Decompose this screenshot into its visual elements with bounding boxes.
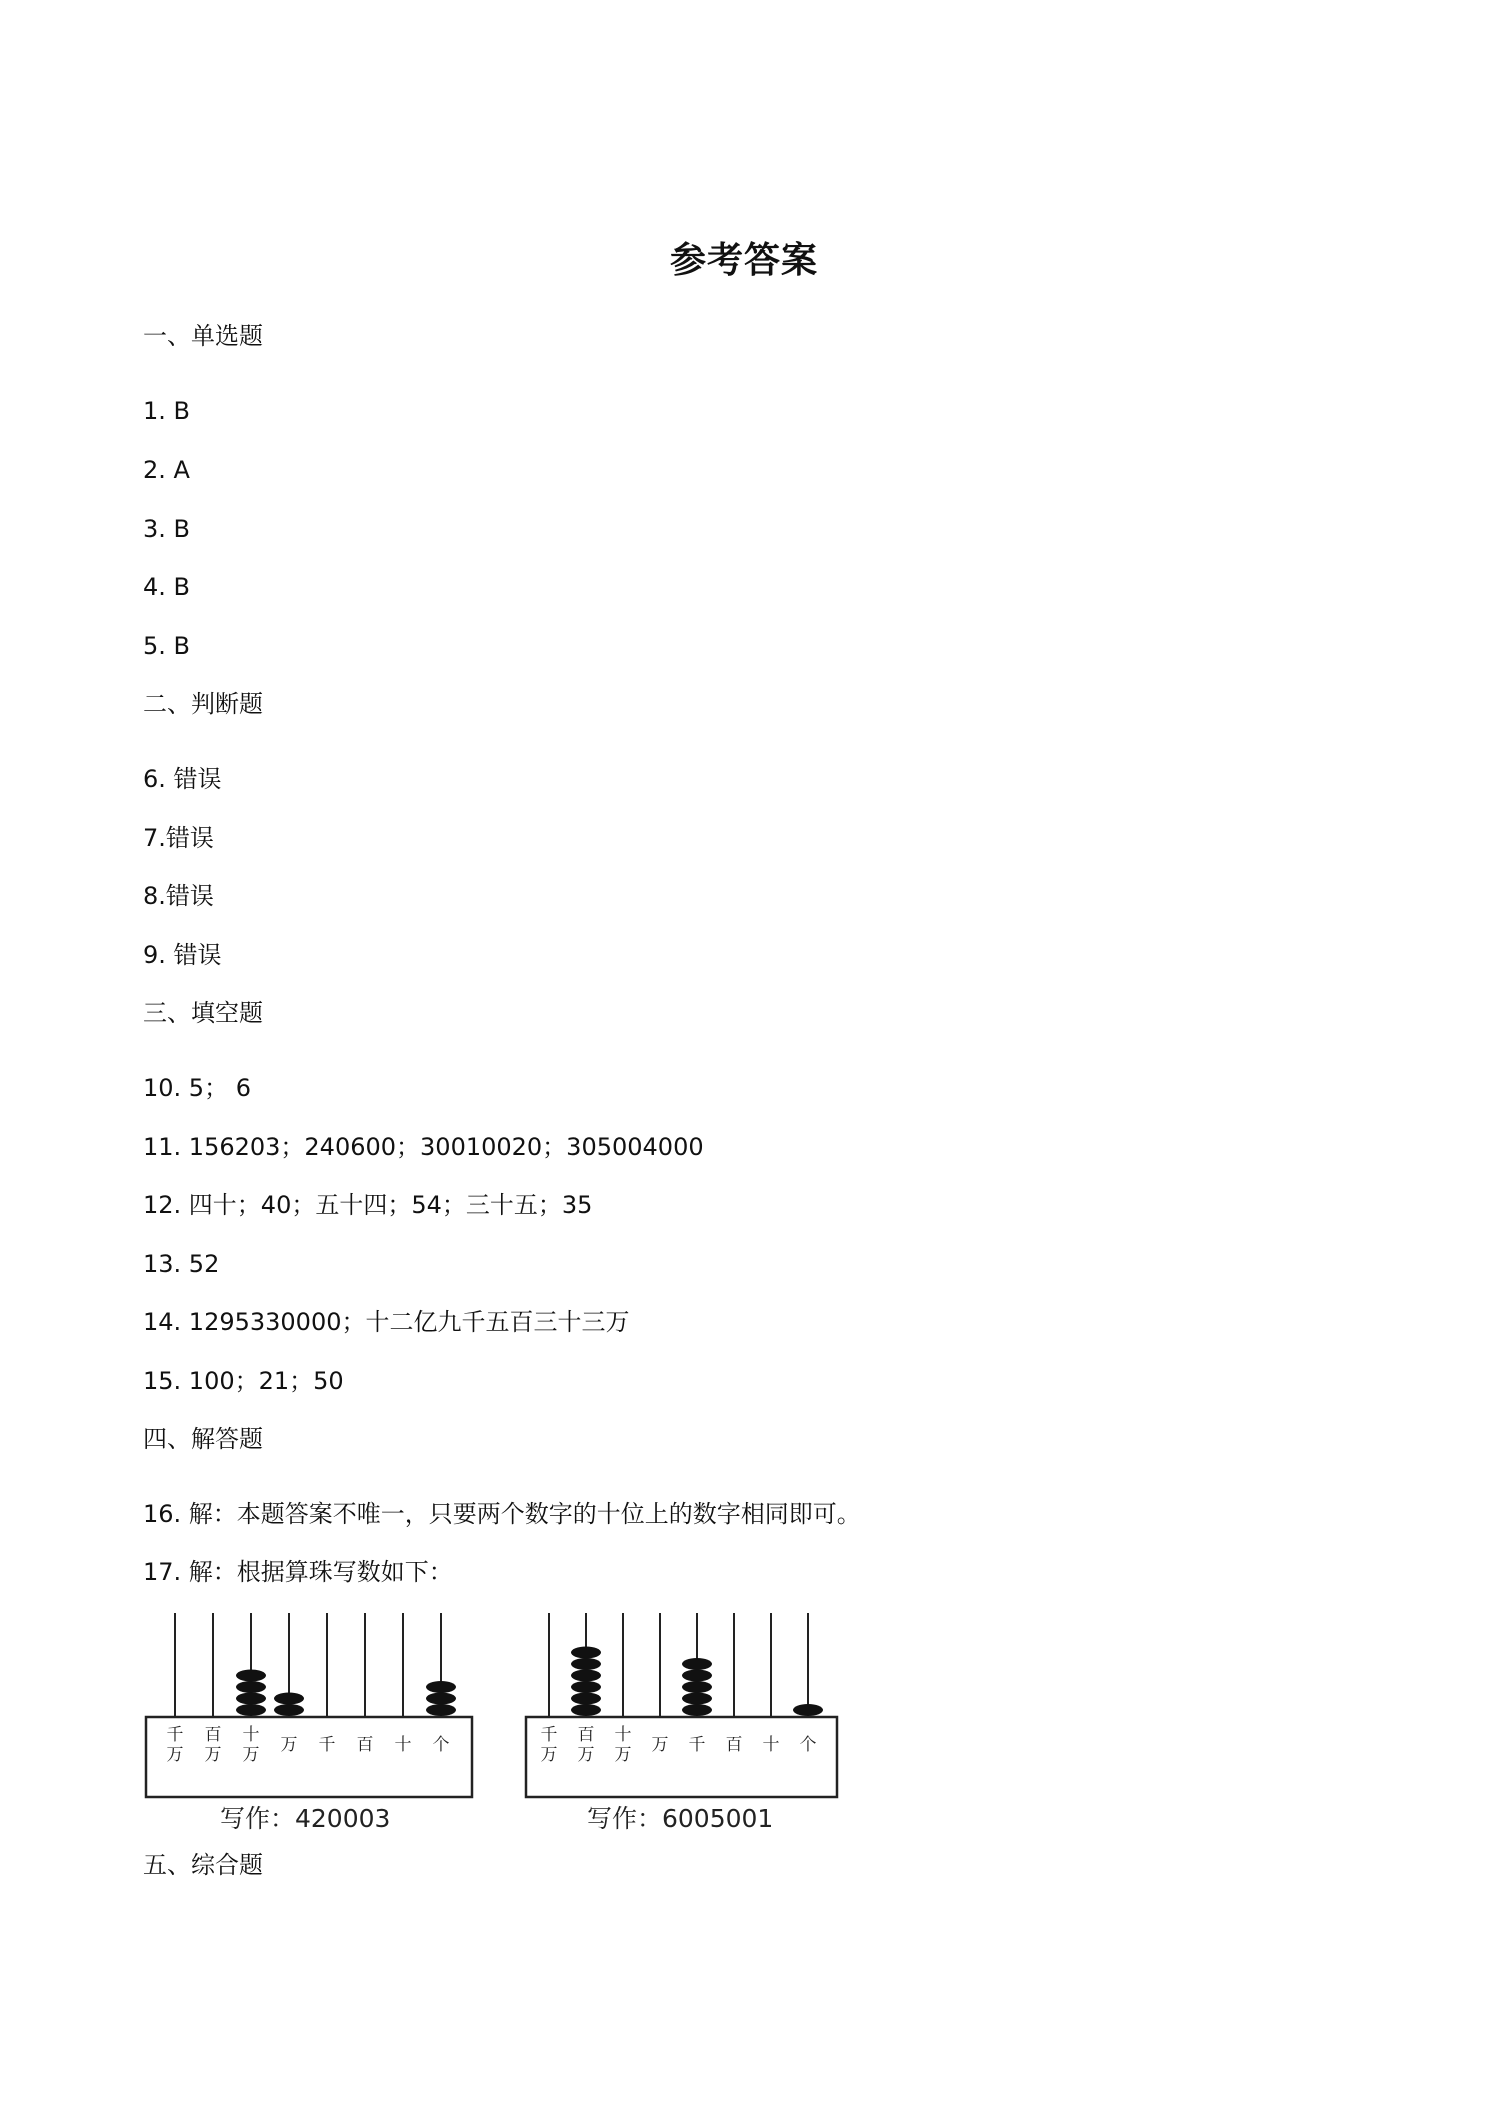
answer-line: 7.错误	[143, 824, 214, 852]
abacus-bead	[571, 1681, 601, 1693]
abacus-bead	[274, 1693, 304, 1705]
place-label: 万	[242, 1745, 260, 1765]
abacus-bead	[571, 1647, 601, 1659]
abacus-bead	[426, 1693, 456, 1705]
answer-line: 5. B	[143, 632, 190, 660]
place-label: 百	[356, 1735, 374, 1755]
place-label: 十	[762, 1735, 780, 1755]
abacus-figure-2	[523, 1605, 843, 1805]
place-label: 百	[204, 1725, 222, 1745]
answer-line: 1. B	[143, 397, 190, 425]
answer-line: 16. 解：本题答案不唯一，只要两个数字的十位上的数字相同即可。	[143, 1500, 861, 1528]
place-label: 万	[577, 1745, 595, 1765]
place-label: 十	[614, 1725, 632, 1745]
answer-line: 3. B	[143, 515, 190, 543]
place-label: 千	[318, 1735, 336, 1755]
place-label: 百	[725, 1735, 743, 1755]
place-label: 百	[577, 1725, 595, 1745]
place-label: 万	[280, 1735, 298, 1755]
abacus-bead	[571, 1693, 601, 1705]
abacus-bead	[571, 1704, 601, 1716]
place-label: 万	[166, 1745, 184, 1765]
abacus-frame	[526, 1717, 837, 1797]
abacus-drawing	[143, 1605, 478, 1805]
abacus-caption-2: 写作：6005001	[587, 1804, 774, 1833]
abacus-bead	[571, 1670, 601, 1682]
answer-line: 11. 156203；240600；30010020；305004000	[143, 1133, 704, 1161]
place-label: 千	[540, 1725, 558, 1745]
answer-line: 15. 100；21；50	[143, 1367, 344, 1395]
place-label: 个	[799, 1735, 817, 1755]
abacus-bead	[571, 1658, 601, 1670]
abacus-bead	[236, 1704, 266, 1716]
section-heading-3: 三、填空题	[143, 999, 263, 1027]
answer-line: 6. 错误	[143, 765, 222, 793]
abacus-bead	[682, 1670, 712, 1682]
answer-line: 2. A	[143, 456, 190, 484]
section-heading-2: 二、判断题	[143, 690, 263, 718]
abacus-bead	[793, 1704, 823, 1716]
page-title: 参考答案	[669, 240, 818, 281]
answer-line: 10. 5； 6	[143, 1074, 251, 1102]
place-label: 万	[540, 1745, 558, 1765]
answer-line: 17. 解：根据算珠写数如下：	[143, 1558, 453, 1586]
place-label: 万	[651, 1735, 669, 1755]
place-label: 万	[204, 1745, 222, 1765]
place-label: 十	[394, 1735, 412, 1755]
answer-line: 9. 错误	[143, 941, 222, 969]
abacus-figure-1	[143, 1605, 478, 1805]
section-heading-5: 五、综合题	[143, 1851, 263, 1879]
abacus-bead	[682, 1681, 712, 1693]
abacus-bead	[682, 1658, 712, 1670]
answer-line: 13. 52	[143, 1250, 220, 1278]
abacus-bead	[682, 1693, 712, 1705]
answer-line: 12. 四十；40；五十四；54；三十五；35	[143, 1191, 593, 1219]
abacus-bead	[274, 1704, 304, 1716]
answer-line: 4. B	[143, 573, 190, 601]
abacus-bead	[236, 1681, 266, 1693]
abacus-bead	[236, 1670, 266, 1682]
answer-line: 8.错误	[143, 882, 214, 910]
abacus-bead	[426, 1704, 456, 1716]
place-label: 千	[166, 1725, 184, 1745]
abacus-bead	[426, 1681, 456, 1693]
section-heading-1: 一、单选题	[143, 322, 263, 350]
abacus-drawing	[523, 1605, 843, 1805]
place-label: 千	[688, 1735, 706, 1755]
abacus-bead	[236, 1693, 266, 1705]
section-heading-4: 四、解答题	[143, 1425, 263, 1453]
place-label: 个	[432, 1735, 450, 1755]
abacus-bead	[682, 1704, 712, 1716]
abacus-frame	[146, 1717, 472, 1797]
abacus-caption-1: 写作：420003	[220, 1804, 391, 1833]
answer-line: 14. 1295330000；十二亿九千五百三十三万	[143, 1308, 630, 1336]
place-label: 十	[242, 1725, 260, 1745]
place-label: 万	[614, 1745, 632, 1765]
